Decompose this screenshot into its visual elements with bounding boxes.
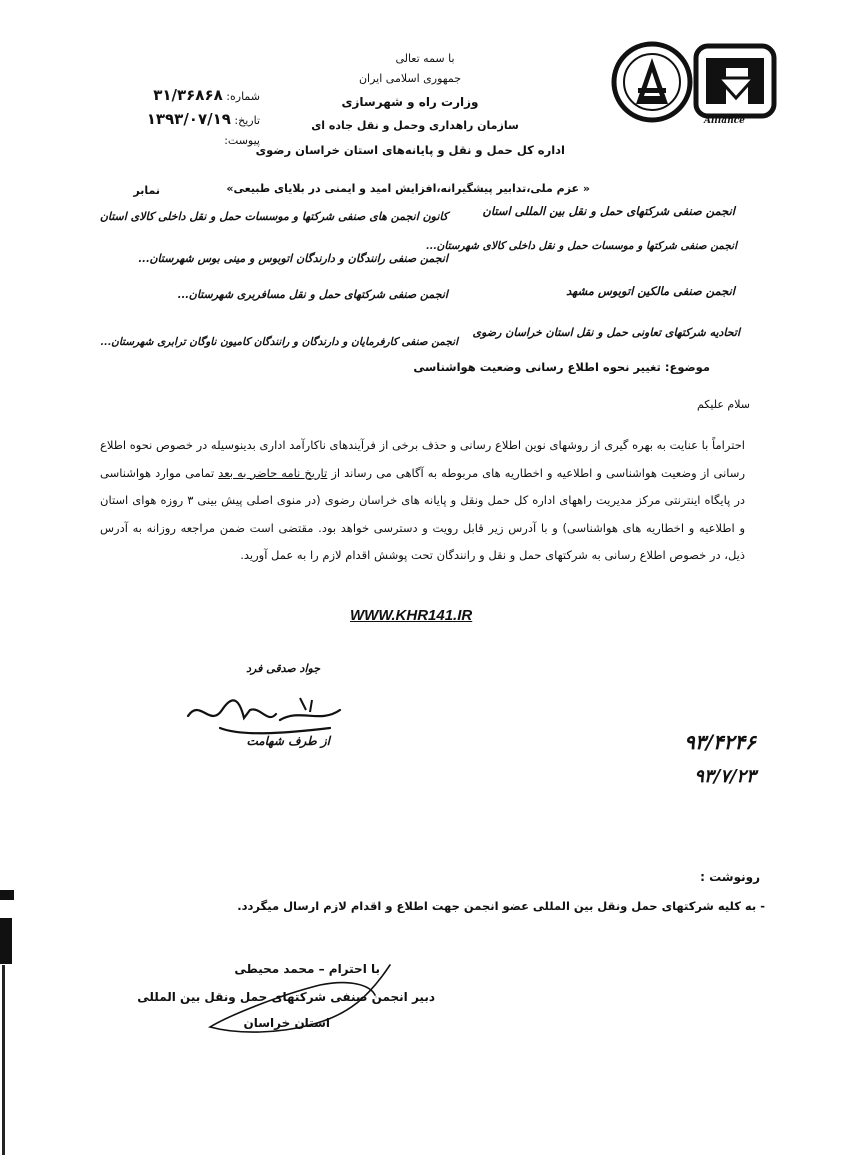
letter-meta — [100, 86, 260, 158]
number-row — [100, 86, 260, 110]
date-label: تاریخ: — [234, 114, 260, 127]
recipient-6: انجمن صنفی شرکتهای حمل و نقل مسافربری شهرستان... — [177, 288, 448, 301]
signer-name: جواد صدقی فرد — [246, 662, 320, 675]
date-row — [100, 110, 260, 134]
scan-edge-bar — [0, 918, 12, 964]
cc-title: رونوشت : — [700, 870, 760, 884]
signer-on-behalf: از طرف شهامت — [246, 734, 330, 748]
recipient-1: انجمن صنفی شرکتهای حمل و نقل بین المللی استان — [482, 204, 735, 218]
website-link[interactable]: WWW.KHR141.IR — [350, 607, 473, 624]
recipient-7: اتحادیه شرکتهای تعاونی حمل و نقل استان خراسان رضوی — [472, 326, 740, 339]
number-value: ۳۱/۳۶۸۶۸ — [153, 86, 223, 104]
body-text-1: احتراماً با عنایت به بهره گیری از روشهای نوین اطلاع رسانی و حذف برخی از فرآیندهای ناکارآمد اداری بدینوسیله در خصوص نحوه اطلاع رسانی از وضعیت هواشناسی و اطلاعیه و اخطاریه های مربوطه به آگاهی می رساند از — [100, 438, 745, 480]
logo-area — [608, 38, 780, 130]
subject-line — [380, 360, 710, 374]
slogan: « عزم ملی،تدابیر پیشگیرانه،افزایش امید و ایمنی در بلایای طبیعی» — [226, 182, 590, 195]
handwritten-date: ۹۳/۷/۲۳ — [694, 766, 756, 787]
cc-regards: با احترام – محمد محیطی — [234, 962, 380, 976]
basmala: با سمه تعالی — [395, 52, 455, 65]
scan-edge-mark — [0, 890, 14, 900]
recipient-3: انجمن صنفی شرکتها و موسسات حمل و نقل داخلی کالای شهرستان... — [425, 240, 737, 252]
body-paragraph — [100, 432, 745, 570]
organization-title: سازمان راهداری وحمل و نقل جاده ای — [311, 119, 519, 132]
recipient-4: انجمن صنفی رانندگان و دارندگان اتوبوس و مینی بوس شهرستان... — [137, 252, 448, 265]
attachment-row — [100, 134, 260, 158]
recipient-5: انجمن صنفی مالکین اتوبوس مشهد — [566, 284, 735, 298]
body-text-2: تمامی موارد هواشناسی در پایگاه اینترنتی مرکز مدیریت راههای اداره کل حمل ونقل و پایانه های خراسان رضوی (در منوی اصلی پیش بینی ۳ روزه هوای استان و اطلاعیه و اخطاریه های هواشناسی) و با آدرس زیر قابل رویت و دسترسی خواهد بود. مقتضی است ضمن مراجعه روزانه به آدرس ذیل، در خصوص اطلاع رسانی به شرکتهای حمل و نقل و رانندگان تحت پوشش اقدام لازم را به عمل آورید. — [100, 465, 746, 562]
cc-province: استان خراسان — [243, 1016, 330, 1030]
attachment-label: پیوست: — [224, 134, 260, 147]
scan-edge-line — [2, 965, 5, 1155]
recipient-2: کانون انجمن های صنفی شرکتها و موسسات حمل و نقل داخلی کالای استان — [99, 210, 448, 223]
greeting: سلام علیکم — [696, 398, 750, 411]
recipient-8: انجمن صنفی کارفرمایان و دارندگان و رانندگان کامیون ناوگان ترابری شهرستان... — [100, 336, 458, 348]
handwritten-number: ۹۳/۴۲۴۶ — [684, 730, 756, 754]
department-title: اداره کل حمل و نقل و پایانه‌های استان خراسان رضوی — [255, 143, 565, 157]
cc-signature-scribble — [200, 955, 400, 1045]
organization-logo — [608, 38, 780, 130]
fax-label: نمابر — [133, 184, 160, 197]
subject-label: موضوع: — [664, 360, 710, 374]
date-value: ۱۳۹۳/۰۷/۱۹ — [146, 110, 231, 128]
republic-title: جمهوری اسلامی ایران — [358, 72, 462, 85]
logo-caption: Alliance — [704, 116, 745, 126]
body-underlined: تاریخ نامه حاضر به بعد — [218, 465, 328, 480]
number-label: شماره: — [226, 90, 260, 103]
cc-text: - به کلیه شرکتهای حمل ونقل بین المللی عضو انجمن جهت اطلاع و اقدام لازم ارسال میگردد. — [237, 899, 765, 913]
cc-position: دبیر انجمن صنفی شرکتهای حمل ونقل بین المللی — [137, 990, 435, 1004]
ministry-title: وزارت راه و شهرسازی — [341, 95, 479, 109]
subject-text: تغییر نحوه اطلاع رسانی وضعیت هواشناسی — [413, 360, 661, 374]
